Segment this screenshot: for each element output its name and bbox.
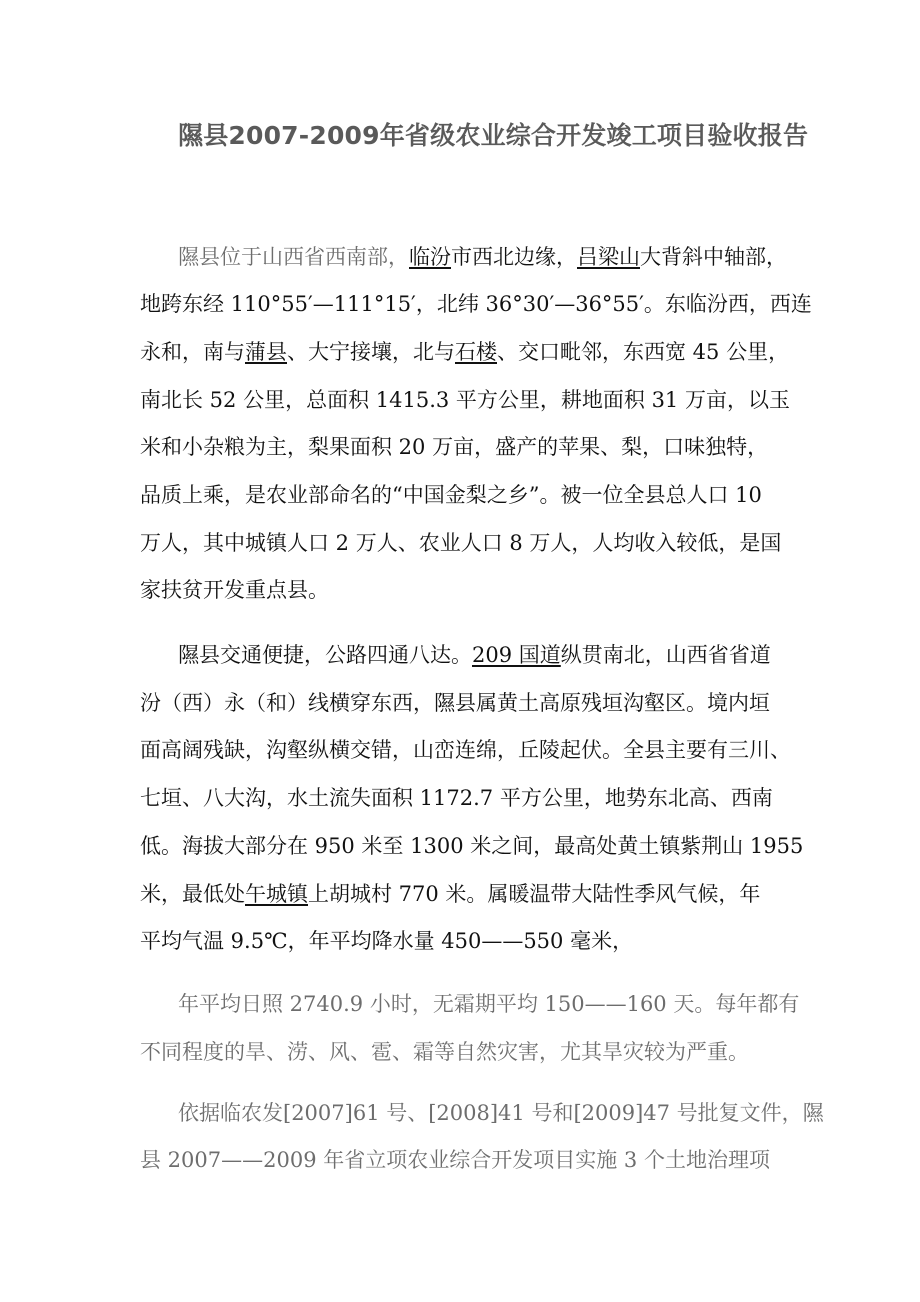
text-span: 市西北边缘， <box>451 245 577 269</box>
text-span: 永和，南与 <box>140 340 245 364</box>
paragraph-1-line-8: 家扶贫开发重点县。 <box>140 578 329 602</box>
paragraph-2-line-5: 低。海拔大部分在 950 米至 1300 米之间，最高处黄土镇紫荆山 1955 <box>140 834 804 858</box>
text-span: 隰县位于山西省西南部， <box>178 245 409 269</box>
link-linfen[interactable]: 临汾 <box>409 245 451 269</box>
paragraph-4-line-2: 县 2007——2009 年省立项农业综合开发项目实施 3 个土地治理项 <box>140 1148 770 1172</box>
paragraph-1-line-1 <box>178 244 787 270</box>
text-span: 米，最低处 <box>140 882 245 906</box>
text-span: 、大宁接壤，北与 <box>287 340 455 364</box>
text-span: 上胡城村 770 米。属暖温带大陆性季风气候，年 <box>308 882 761 906</box>
paragraph-2-line-2: 汾（西）永（和）线横穿东西，隰县属黄土高原残垣沟壑区。境内垣 <box>140 691 770 715</box>
link-lvliangshan[interactable]: 吕梁山 <box>577 245 640 269</box>
link-shilou[interactable]: 石楼 <box>455 340 497 364</box>
link-puxian[interactable]: 蒲县 <box>245 340 287 364</box>
paragraph-1-line-7: 万人，其中城镇人口 2 万人、农业人口 8 万人，人均收入较低，是国 <box>140 531 782 555</box>
text-span: 隰县交通便捷，公路四通八达。 <box>178 643 472 667</box>
paragraph-1-line-6: 品质上乘，是农业部命名的“中国金梨之乡”。被一位全县总人口 10 <box>140 483 762 507</box>
link-national-road-209[interactable]: 209 国道 <box>472 643 561 667</box>
paragraph-1-line-3 <box>140 339 789 365</box>
paragraph-2-line-6 <box>140 881 760 907</box>
paragraph-2-line-7: 平均气温 9.5℃，年平均降水量 450——550 毫米， <box>140 929 634 953</box>
paragraph-1-line-5: 米和小杂粮为主，梨果面积 20 万亩，盛产的苹果、梨，口味独特， <box>140 435 769 459</box>
text-span: 、交口毗邻，东西宽 45 公里， <box>497 340 790 364</box>
paragraph-2-line-1 <box>178 642 771 668</box>
paragraph-2-line-4: 七垣、八大沟，水土流失面积 1172.7 平方公里，地势东北高、西南 <box>140 786 773 810</box>
paragraph-3-line-2: 不同程度的旱、涝、风、雹、霜等自然灾害，尤其旱灾较为严重。 <box>140 1040 749 1064</box>
link-wuchengzhen[interactable]: 午城镇 <box>245 882 308 906</box>
document-title: 隰县2007-2009年省级农业综合开发竣工项目验收报告 <box>178 121 809 150</box>
paragraph-4-line-1: 依据临农发[2007]61 号、[2008]41 号和[2009]47 号批复文件，隰 <box>178 1101 824 1125</box>
text-span: 大背斜中轴部， <box>640 245 787 269</box>
paragraph-2-line-3: 面高阔残缺，沟壑纵横交错，山峦连绵，丘陵起伏。全县主要有三川、 <box>140 738 791 762</box>
paragraph-1-line-4: 南北长 52 公里，总面积 1415.3 平方公里，耕地面积 31 万亩，以玉 <box>140 388 790 412</box>
paragraph-3-line-1: 年平均日照 2740.9 小时，无霜期平均 150——160 天。每年都有 <box>178 992 800 1016</box>
paragraph-1-line-2: 地跨东经 110°55′—111°15′，北纬 36°30′—36°55′。东临汾西，西连 <box>140 292 812 316</box>
text-span: 纵贯南北，山西省省道 <box>560 643 771 667</box>
